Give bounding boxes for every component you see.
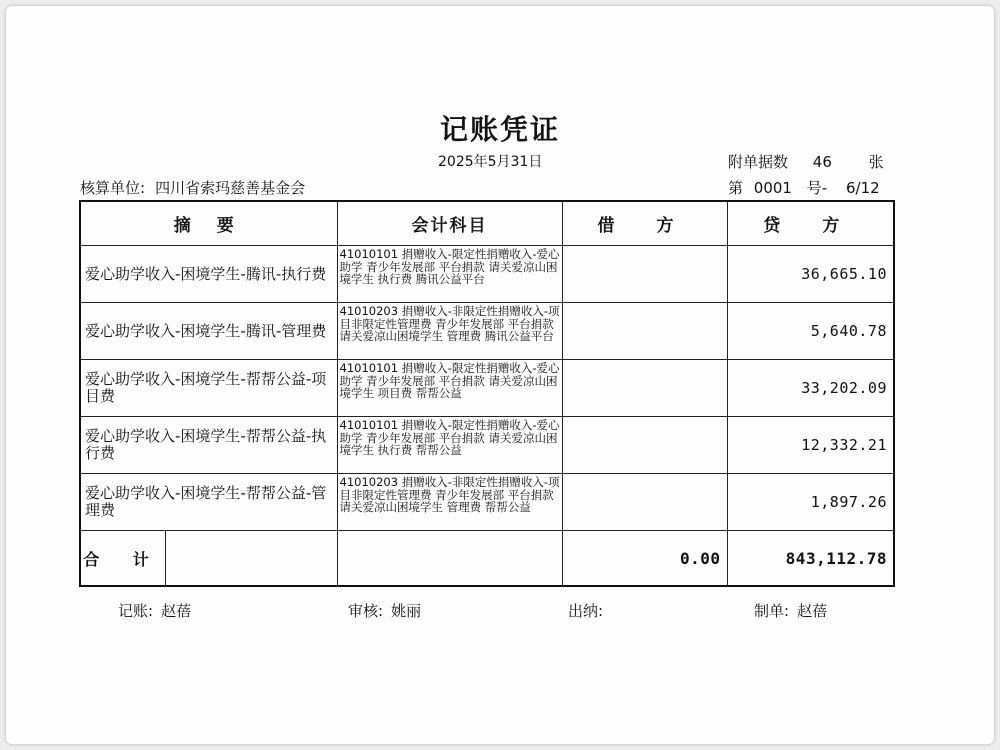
reviewer-name: 姚丽 <box>391 602 422 620</box>
voucher-page: 6/12 <box>845 179 880 197</box>
footer-preparer <box>754 600 827 621</box>
total-credit: 843,112.78 <box>727 531 894 587</box>
footer-reviewer <box>348 600 421 621</box>
header-account: 会计科目 <box>337 201 562 246</box>
row-account-text: 41010101 捐赠收入-限定性捐赠收入-爱心助学 青少年发展部 平台捐款 请关爱凉山困境学生 项目费 帮帮公益 <box>339 361 560 400</box>
voucher-number <box>728 177 880 198</box>
row-credit: 33,202.09 <box>727 360 894 417</box>
table-row <box>80 474 894 531</box>
row-account <box>337 417 562 474</box>
voucher-date: 2025年5月31日 <box>438 154 543 170</box>
row-summary: 爱心助学收入-困境学生-帮帮公益-项目费 <box>80 360 337 417</box>
total-label-cell <box>80 531 337 587</box>
row-credit: 5,640.78 <box>727 303 894 360</box>
reviewer-label: 审核: <box>348 602 384 620</box>
header-credit: 贷 方 <box>727 201 894 246</box>
footer-bookkeeper <box>118 600 191 621</box>
preparer-name: 赵蓓 <box>797 602 828 620</box>
row-debit <box>562 474 727 531</box>
table-row <box>80 246 894 303</box>
header-summary: 摘 要 <box>80 201 337 246</box>
accounting-unit <box>80 177 305 198</box>
footer-cashier <box>568 600 611 621</box>
row-account-text: 41010203 捐赠收入-非限定性捐赠收入-项目非限定性管理费 青少年发展部 平台捐款 请关爱凉山困境学生 管理费 腾讯公益平台 <box>339 304 560 343</box>
row-account-text: 41010101 捐赠收入-限定性捐赠收入-爱心助学 青少年发展部 平台捐款 请关爱凉山困境学生 执行费 腾讯公益平台 <box>339 247 560 286</box>
header-debit: 借 方 <box>562 201 727 246</box>
attachment-label: 附单据数 <box>728 153 789 171</box>
total-row <box>80 531 894 587</box>
voucher-number-value: 0001 <box>753 179 792 197</box>
voucher-number-prefix: 第 <box>728 179 744 197</box>
preparer-label: 制单: <box>754 602 790 620</box>
attachment-count <box>728 151 884 172</box>
total-debit: 0.00 <box>562 531 727 587</box>
row-summary: 爱心助学收入-困境学生-帮帮公益-执行费 <box>80 417 337 474</box>
voucher-table <box>79 200 895 587</box>
bookkeeper-label: 记账: <box>118 602 154 620</box>
row-account <box>337 303 562 360</box>
accounting-unit-value: 四川省索玛慈善基金会 <box>155 179 306 197</box>
row-debit <box>562 360 727 417</box>
row-account <box>337 246 562 303</box>
row-credit: 36,665.10 <box>727 246 894 303</box>
attachment-number: 46 <box>812 153 832 171</box>
voucher-title: 记账凭证 <box>439 113 560 146</box>
row-debit <box>562 246 727 303</box>
total-label: 合 计 <box>81 531 166 585</box>
row-credit: 1,897.26 <box>727 474 894 531</box>
total-label-split <box>81 531 337 585</box>
table-header-row <box>80 201 894 246</box>
voucher-number-suffix: 号- <box>806 179 828 197</box>
total-label-blank <box>166 531 337 585</box>
bookkeeper-name: 赵蓓 <box>161 602 192 620</box>
row-summary: 爱心助学收入-困境学生-腾讯-执行费 <box>80 246 337 303</box>
table-row <box>80 417 894 474</box>
total-account-blank <box>337 531 562 587</box>
cashier-label: 出纳: <box>568 602 604 620</box>
row-summary: 爱心助学收入-困境学生-帮帮公益-管理费 <box>80 474 337 531</box>
table-row <box>80 360 894 417</box>
row-debit <box>562 303 727 360</box>
row-account-text: 41010203 捐赠收入-非限定性捐赠收入-项目非限定性管理费 青少年发展部 平台捐款 请关爱凉山困境学生 管理费 帮帮公益 <box>339 475 560 514</box>
row-debit <box>562 417 727 474</box>
table-row <box>80 303 894 360</box>
row-summary: 爱心助学收入-困境学生-腾讯-管理费 <box>80 303 337 360</box>
row-account-text: 41010101 捐赠收入-限定性捐赠收入-爱心助学 青少年发展部 平台捐款 请关爱凉山困境学生 执行费 帮帮公益 <box>339 418 560 457</box>
row-credit: 12,332.21 <box>727 417 894 474</box>
row-account <box>337 360 562 417</box>
attachment-unit: 张 <box>868 153 884 171</box>
accounting-unit-label: 核算单位: <box>80 179 146 197</box>
row-account <box>337 474 562 531</box>
